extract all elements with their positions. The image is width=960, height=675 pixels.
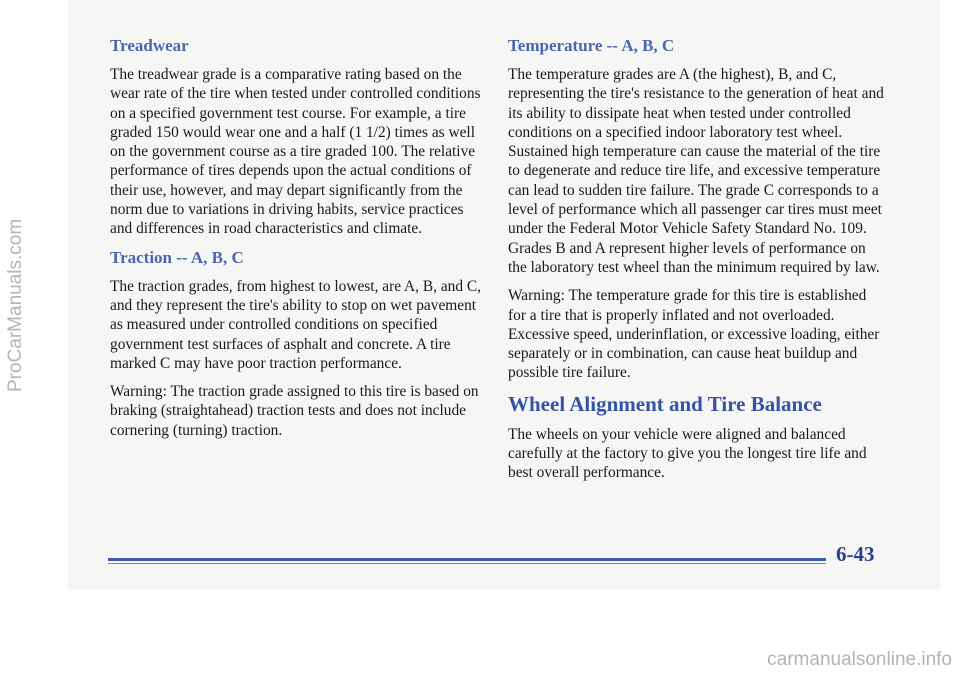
left-column [110,36,485,449]
bottom-watermark: carmanualsonline.info [767,649,952,670]
traction-warning: Warning: The traction grade assigned to this tire is based on braking (straightahead) traction tests and does not include cornering (turning) traction. [110,383,479,439]
treadwear-heading: Treadwear [110,36,189,55]
right-column [508,36,886,492]
footer-rule [108,558,826,561]
footer-rule-thin [108,563,826,564]
side-watermark: ProCarManuals.com [5,218,26,392]
page-number: 6-43 [836,542,875,566]
temperature-paragraph: The temperature grades are A (the highest), B, and C, representing the tire's resistance to the generation of heat and its ability to dissipate heat when tested under controlled conditions on a specified indoor laboratory test wheel. Sustained high temperature can cause the material of the tire to degenerate and reduce tire life, and excessive temperature can lead to sudden tire failure. The grade C corresponds to a level of performance which all passenger car tires must meet under the Federal Motor Vehicle Safety Standard No. 109. Grades B and A represent higher levels of performance on the laboratory test wheel than the minimum required by law. [508,66,884,276]
traction-paragraph: The traction grades, from highest to lowest, are A, B, and C, and they represent the tire's ability to stop on wet pavement as measured under controlled conditions on specified government test surfaces of asphalt and concrete. A tire marked C may have poor traction performance. [110,277,481,372]
temperature-heading: Temperature -- A, B, C [508,36,675,55]
treadwear-paragraph: The treadwear grade is a comparative rating based on the wear rate of the tire when tested under controlled conditions on a specified government test course. For example, a tire graded 150 would wear one and a half (1 1/2) times as well on the government course as a tire graded 100. The relative performance of tires depends upon the actual conditions of their use, however, and may depart significantly from the norm due to variations in driving habits, service practices and differences in road characteristics and climate. [110,66,481,238]
wheel-alignment-paragraph: The wheels on your vehicle were aligned and balanced carefully at the factory to give you the longest tire life and best overall performance. [508,425,867,482]
wheel-alignment-title: Wheel Alignment and Tire Balance [508,391,822,416]
temperature-warning: Warning: The temperature grade for this tire is established for a tire that is properly inflated and not overloaded. Excessive speed, underinflation, or excessive loading, either separately or in combination, can cause heat buildup and possible tire failure. [508,287,880,382]
traction-heading: Traction -- A, B, C [110,247,244,267]
